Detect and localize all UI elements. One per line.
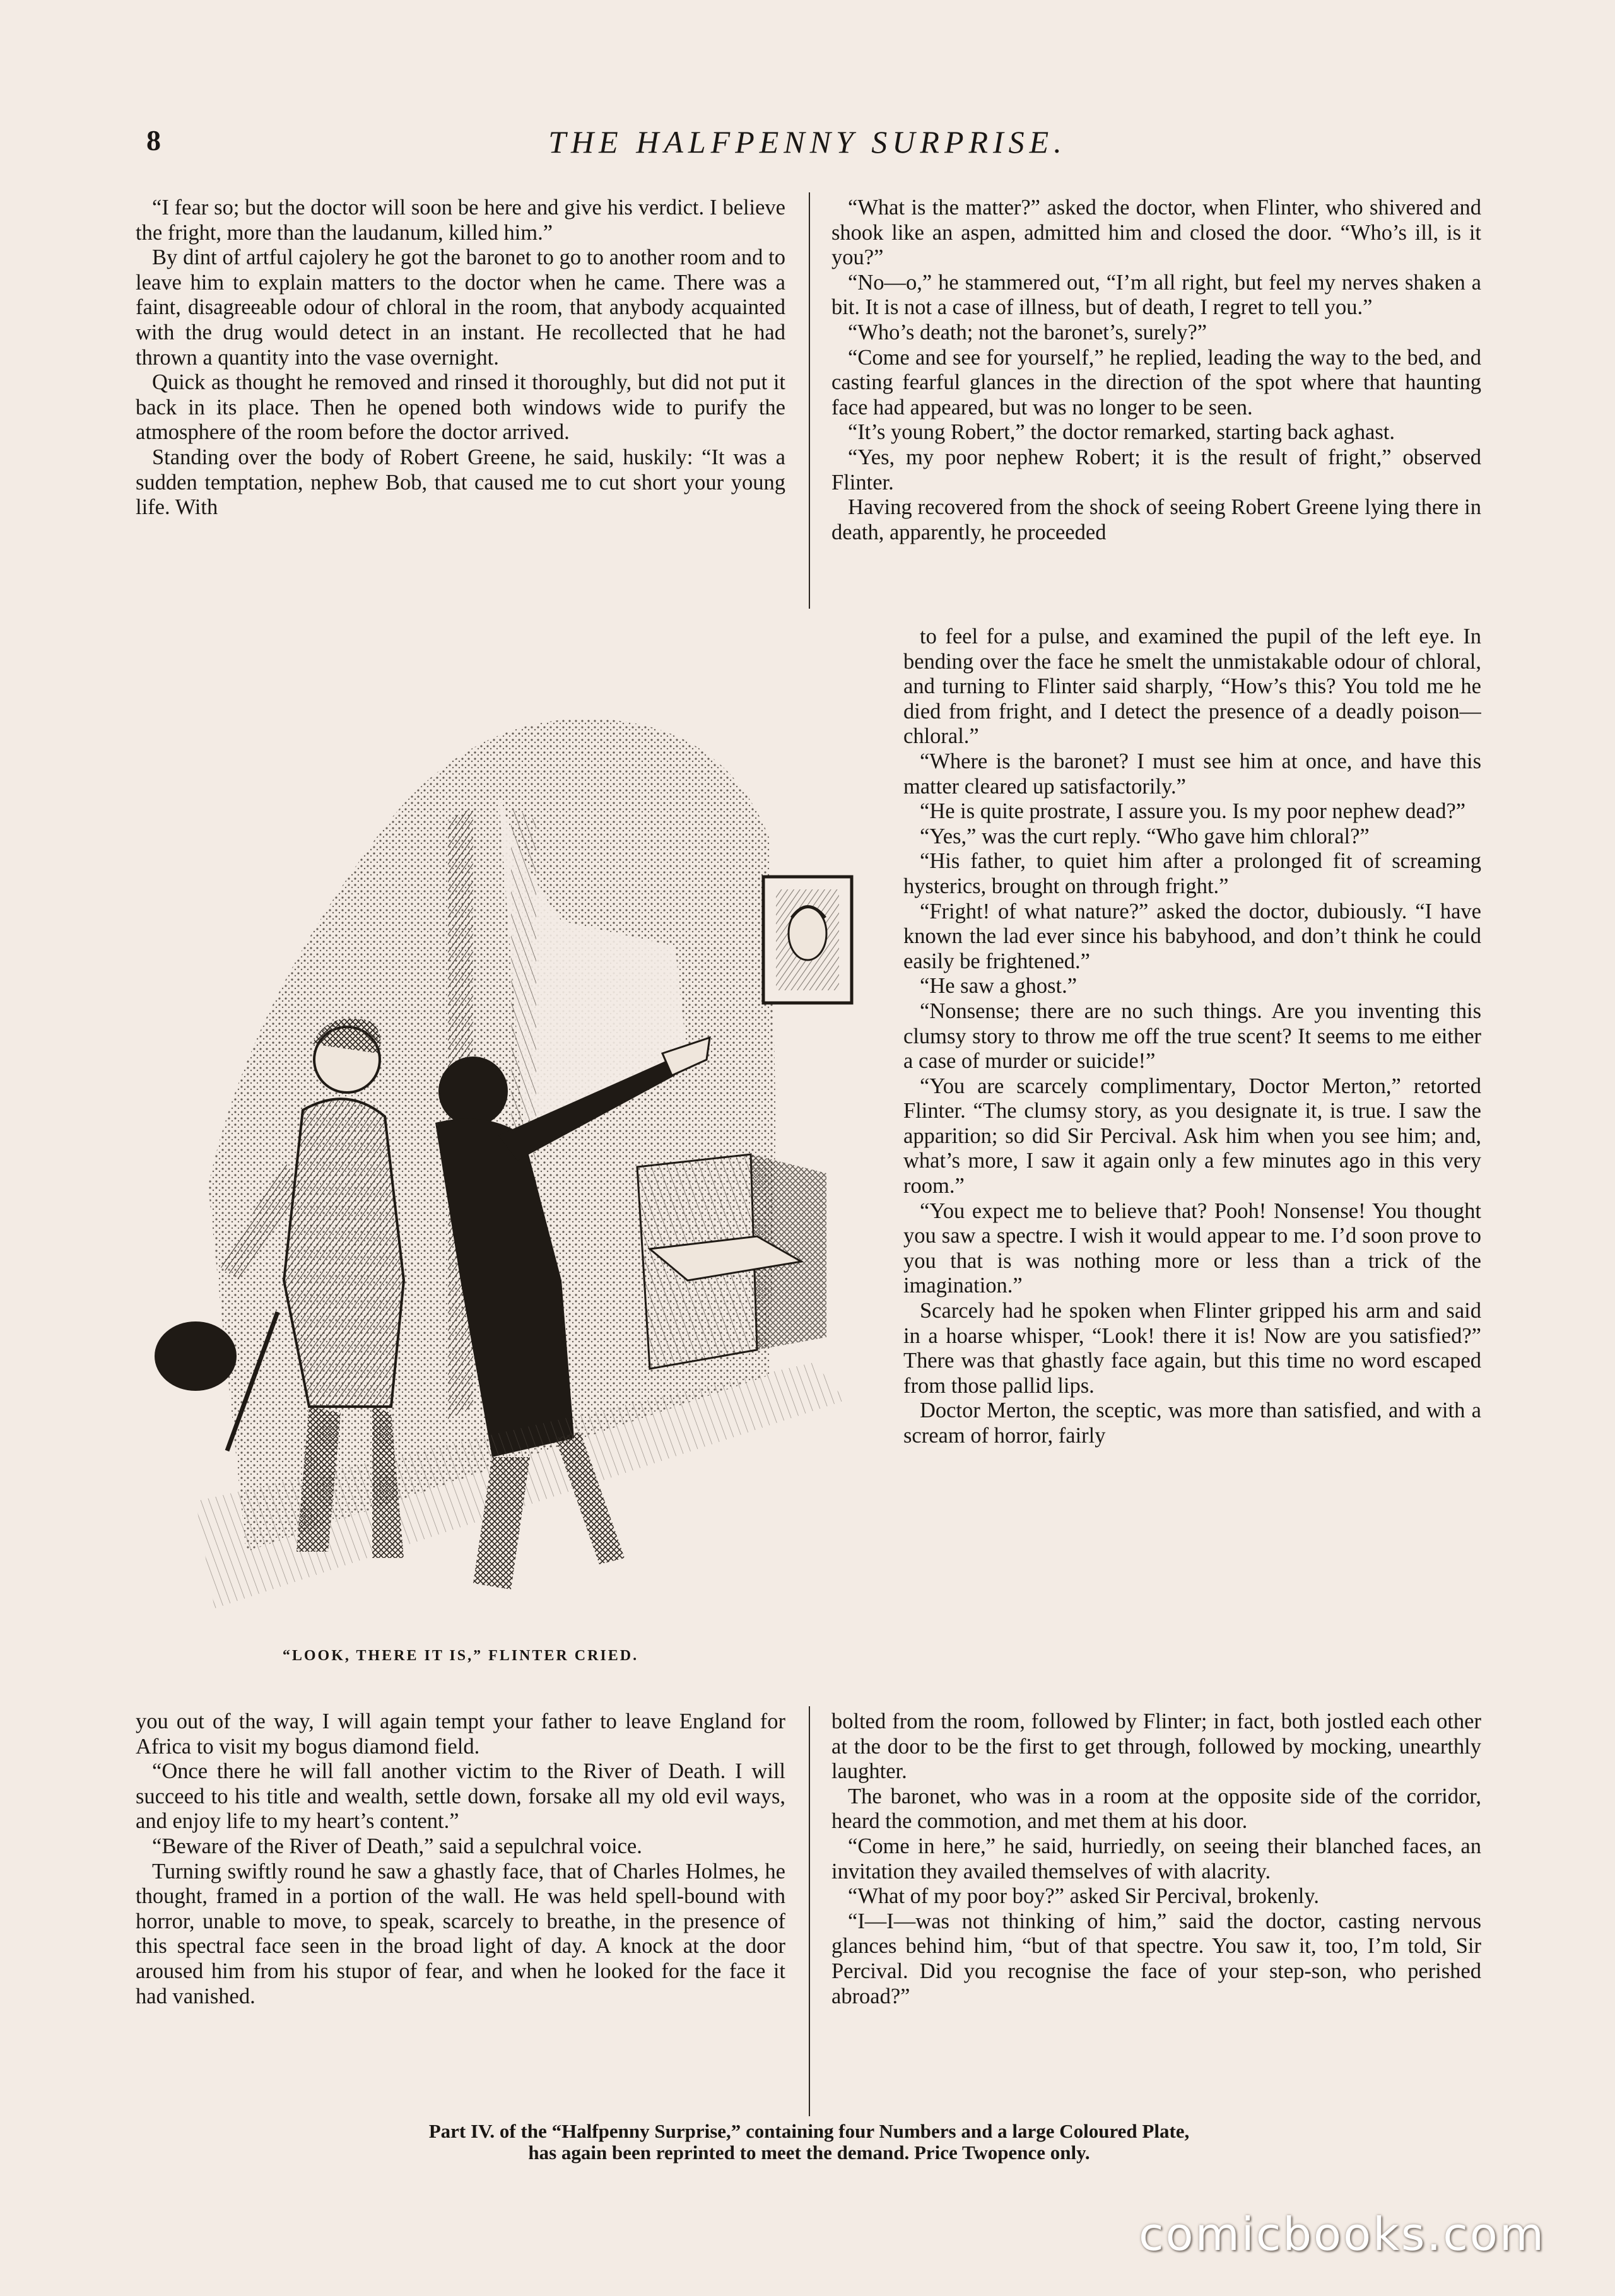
paragraph: Quick as thought he removed and rinsed it thoroughly, but did not put it back in its place. Then he opened both windows wide to purify the atmosphere of the room before the doctor arrived.	[136, 370, 785, 445]
paragraph: “What of my poor boy?” asked Sir Percival, brokenly.	[848, 1884, 1319, 1909]
footer-line: Part IV. of the “Halfpenny Surprise,” containing four Numbers and a large Coloured Plate,	[428, 2120, 1190, 2142]
paragraph: you out of the way, I will again tempt your father to leave England for Africa to visit my bogus diamond field.	[136, 1709, 785, 1759]
paragraph: Turning swiftly round he saw a ghastly face, that of Charles Holmes, he thought, framed in a portion of the wall. He was held spell-bound with horror, unable to move, to speak, scarcely to breathe, in the presence of this spectral face seen in the broad light of day. A knock at the door aroused him from his stupor of fear, and when he looked for the face it had vanished.	[136, 1859, 785, 2008]
text-column-right-top	[831, 196, 1481, 599]
paragraph: “Who’s death; not the baronet’s, surely?”	[848, 320, 1207, 344]
paragraph: By dint of artful cajolery he got the baronet to go to another room and to leave him to explain matters to the doctor when he came. There was a faint, disagreeable odour of chloral in the room, that anybody acquainted with the drug would detect in an instant. He recollected that he had thrown a quantity into the vase overnight.	[136, 245, 785, 370]
paragraph: “Nonsense; there are no such things. Are you inventing this clumsy story to throw me off the true scent? It seems to me either a case of murder or suicide!”	[903, 999, 1481, 1074]
paragraph: “It’s young Robert,” the doctor remarked, starting back aghast.	[848, 420, 1395, 445]
paragraph: “No—o,” he stammered out, “I’m all right, but feel my nerves shaken a bit. It is not a case of illness, but of death, I regret to tell you.”	[831, 270, 1481, 320]
paragraph: “You are scarcely complimentary, Doctor Merton,” retorted Flinter. “The clumsy story, as you designate it, is true. I saw the apparition; so did Sir Percival. Ask him when you see him; and, what’s more, I saw it again only a few minutes ago in this very room.”	[903, 1074, 1481, 1198]
paragraph: “Fright! of what nature?” asked the doctor, dubiously. “I have known the lad ever since his babyhood, and don’t think he could easily be frightened.”	[903, 899, 1481, 973]
paragraph: “Where is the baronet? I must see him at once, and have this matter cleared up satisfactorily.”	[903, 749, 1481, 799]
wall-panel-ghost-frame	[763, 877, 852, 1003]
paragraph: to feel for a pulse, and examined the pupil of the left eye. In bending over the face he smelt the unmistakable odour of chloral, and turning to Flinter said sharply, “How’s this? You told me he died from fright, and I detect the presence of a deadly poison—chloral.”	[903, 624, 1481, 749]
paragraph: “His father, to quiet him after a prolonged fit of screaming hysterics, brought on through fright.”	[903, 849, 1481, 898]
illustration-caption: “LOOK, THERE IT IS,” FLINTER CRIED.	[282, 1648, 639, 1664]
paragraph: Standing over the body of Robert Greene, he said, huskily: “It was a sudden temptation, nephew Bob, that caused me to cut short your young life. With	[136, 445, 785, 520]
paragraph: “Beware of the River of Death,” said a sepulchral voice.	[152, 1834, 642, 1858]
text-column-left-top	[136, 196, 785, 628]
paragraph: “Come and see for yourself,” he replied, leading the way to the bed, and casting fearful glances in the direction of the spot where that haunting face had appeared, but was no longer to be seen.	[831, 345, 1481, 419]
column-divider-top	[809, 192, 810, 609]
paragraph: “You expect me to believe that? Pooh! Nonsense! You thought you saw a spectre. I wish it would appear to me. I’d soon prove to you that is was nothing more or less than a trick of the imagination.”	[903, 1198, 1481, 1298]
running-title: THE HALFPENNY SURPRISE.	[548, 124, 1067, 160]
paragraph: Having recovered from the shock of seeing Robert Greene lying there in death, apparently, he proceeded	[831, 495, 1481, 544]
page-number: 8	[146, 124, 161, 156]
column-divider-bottom	[809, 1706, 810, 2116]
paragraph: “Yes,” was the curt reply. “Who gave him chloral?”	[920, 824, 1370, 848]
paragraph: “What is the matter?” asked the doctor, when Flinter, who shivered and shook like an aspen, admitted him and closed the door. “Who’s ill, is it you?”	[831, 196, 1481, 270]
watermark: comicbooks.com	[1138, 2208, 1546, 2261]
paragraph: “Once there he will fall another victim to the River of Death. I will succeed to his title and wealth, settle down, forsake all my old evil ways, and enjoy life to my heart’s content.”	[136, 1759, 785, 1834]
paragraph: Scarcely had he spoken when Flinter gripped his arm and said in a hoarse whisper, “Look! there it is! Now are you satisfied?” There was that ghastly face again, but this time no word escaped from those pallid lips.	[903, 1299, 1481, 1398]
paragraph: “Yes, my poor nephew Robert; it is the result of fright,” observed Flinter.	[831, 445, 1481, 495]
footer-line: has again been reprinted to meet the demand. Price Twopence only.	[528, 2141, 1090, 2164]
text-column-right-bottom	[831, 1709, 1481, 2119]
paragraph: “He saw a ghost.”	[920, 974, 1078, 999]
text-column-right-middle	[903, 624, 1481, 1703]
paragraph: Doctor Merton, the sceptic, was more than satisfied, and with a scream of horror, fairly	[903, 1398, 1481, 1448]
paragraph: bolted from the room, followed by Flinter; in fact, both jostled each other at the door to be the first to get through, followed by mocking, unearthly laughter.	[831, 1709, 1481, 1784]
engraving-illustration	[120, 681, 908, 1627]
paragraph: “He is quite prostrate, I assure you. Is my poor nephew dead?”	[920, 799, 1466, 824]
paragraph: “I fear so; but the doctor will soon be here and give his verdict. I believe the fright, more than the laudanum, killed him.”	[136, 196, 785, 245]
paragraph: “Come in here,” he said, hurriedly, on seeing their blanched faces, an invitation they availed themselves of with alacrity.	[831, 1834, 1481, 1883]
paragraph: The baronet, who was in a room at the opposite side of the corridor, heard the commotion, and met them at his door.	[831, 1784, 1481, 1834]
footer-notice	[136, 2121, 1483, 2164]
chairs	[637, 1154, 826, 1369]
text-column-left-bottom	[136, 1709, 785, 2119]
paragraph: “I—I—was not thinking of him,” said the doctor, casting nervous glances behind him, “but of that spectre. You saw it, too, I’m told, Sir Percival. Did you recognise the face of your step-son, who perished abroad?”	[831, 1909, 1481, 2008]
